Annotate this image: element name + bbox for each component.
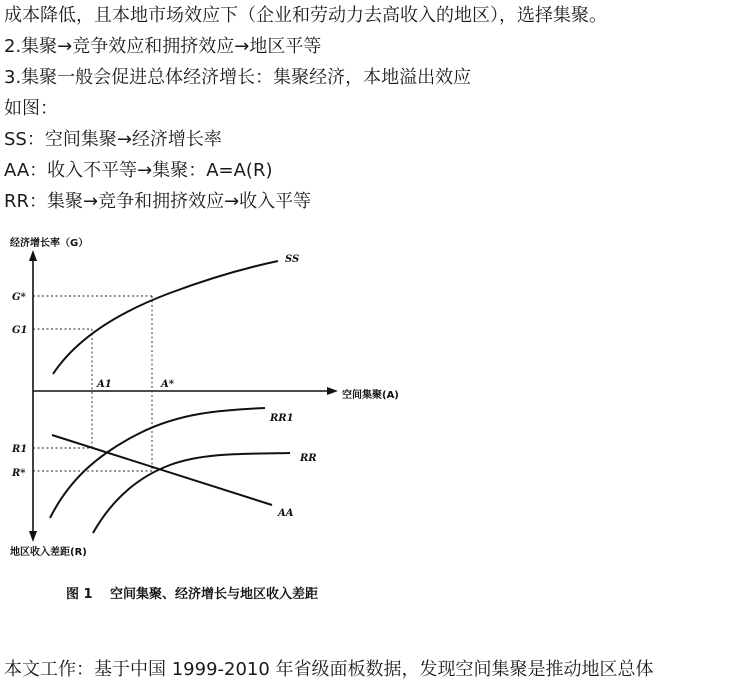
label-g-star: G* <box>12 292 26 303</box>
x-axis-label: 空间集聚(A) <box>342 390 399 401</box>
label-ss: SS <box>285 254 300 265</box>
label-rr: RR <box>300 453 317 464</box>
text-line-2: 2.集聚→竞争效应和拥挤效应→地区平等 <box>4 36 322 57</box>
text-line-5: SS：空间集聚→经济增长率 <box>4 129 222 150</box>
figure-diagram <box>0 228 420 616</box>
label-a-star: A* <box>161 379 174 390</box>
y-axis-label: 经济增长率（G） <box>10 238 89 249</box>
text-line-4: 如图： <box>4 98 58 119</box>
text-line-7: RR：集聚→竞争和拥挤效应→收入平等 <box>4 191 312 212</box>
label-rr1: RR1 <box>270 413 294 424</box>
caption-number: 图 1 <box>66 587 93 602</box>
caption-text: 空间集聚、经济增长与地区收入差距 <box>110 587 319 602</box>
label-a1: A1 <box>97 379 112 390</box>
text-line-1: 成本降低，且本地市场效应下（企业和劳动力去高收入的地区），选择集聚。 <box>4 5 607 26</box>
text-line-6: AA：收入不平等→集聚：A=A(R) <box>4 160 273 181</box>
label-g1: G1 <box>12 325 28 336</box>
label-r-star: R* <box>12 468 26 479</box>
bottom-text: 本文工作：基于中国 1999-2010 年省级面板数据，发现空间集聚是推动地区总体 <box>4 659 654 680</box>
text-line-3: 3.集聚一般会促进总体经济增长：集聚经济，本地溢出效应 <box>4 67 472 88</box>
neg-axis-label: 地区收入差距(R) <box>10 547 87 558</box>
label-r1: R1 <box>12 444 28 455</box>
label-aa: AA <box>278 508 294 519</box>
